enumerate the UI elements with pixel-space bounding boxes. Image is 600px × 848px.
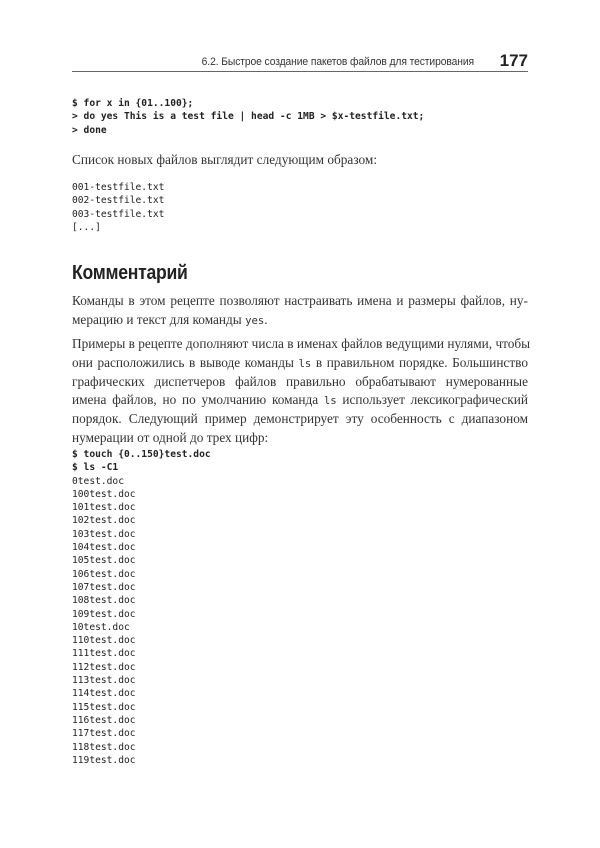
code-output-line: 115test.doc [72,701,136,713]
paragraph-line: порядок. Следующий пример демонстрирует эту особенность с диапазоном [72,411,528,427]
code-output-line: 113test.doc [72,675,136,687]
code-output-line: 100test.doc [72,488,136,500]
header-rule [72,71,528,72]
code-line: $ for x in {01..100}; [72,98,194,109]
code-output-line: 117test.doc [72,728,136,740]
code-line: 003-testfile.txt [72,208,165,220]
code-line: > do yes This is a test file | head -c 1MB > $x-testfile.txt; [72,111,425,123]
running-header [72,50,528,72]
running-title: 6.2. Быстрое создание пакетов файлов для тестирования [201,55,474,68]
code-output-line: 114test.doc [72,688,136,700]
code-block-file-list [72,181,164,234]
code-output-line: 118test.doc [72,741,136,753]
code-output-line: 106test.doc [72,568,136,580]
paragraph-line: Список новых файлов выглядит следующим образом: [72,152,378,167]
code-output-line: 108test.doc [72,595,136,607]
paragraph-line [72,354,528,373]
paragraph-commentary [72,292,528,330]
code-line: > done [72,124,107,136]
paragraph-line: Примеры в рецепте дополняют числа в именах файлов ведущими нулями, чтобы [72,336,531,351]
text-run: . [264,311,268,327]
code-output-line: 107test.doc [72,581,136,593]
paragraph-file-list-intro [72,151,528,170]
code-output-line: 111test.doc [72,648,136,660]
code-output-line: 104test.doc [72,542,136,554]
code-line: 001-testfile.txt [72,182,165,193]
text-run: в правильном порядке. Большинство [311,354,528,370]
code-output-line: 112test.doc [72,661,136,673]
code-output-line: 119test.doc [72,754,136,766]
code-output-line: 102test.doc [72,515,136,527]
code-output-line: 0test.doc [72,475,124,487]
page-number: 177 [499,51,528,70]
code-output-line: 101test.doc [72,502,136,514]
code-output-line: 110test.doc [72,635,136,647]
section-heading: Комментарий [72,262,188,284]
code-command: $ ls -C1 [72,462,119,474]
code-line: 002-testfile.txt [72,195,165,207]
inline-code: yes [245,314,265,327]
code-output-line: 103test.doc [72,528,136,540]
text-run: имена файлов, но по умолчанию команда [72,392,324,408]
code-block-ls-example [72,448,211,767]
paragraph-line [72,311,528,330]
inline-code: ls [298,357,312,370]
paragraph-line [72,391,528,410]
paragraph-line: нумерации от одной до трех цифр: [72,429,269,445]
text-run: использует лексикографический [336,392,528,408]
code-output-line: 105test.doc [72,555,136,567]
paragraph-leading-zeros [72,335,531,448]
paragraph-line: графических диспетчеров файлов правильно обрабатывают нумерованные [72,373,528,389]
paragraph-line: Команды в этом рецепте позволяют настраивать имена и размеры файлов, ну- [72,293,528,308]
text-run: мерацию и текст для команды [72,311,246,327]
text-run: они расположились в выводе команды [72,354,299,370]
code-line: [...] [72,221,101,233]
code-block-loop [72,97,424,137]
code-output-line: 10test.doc [72,621,130,633]
inline-code: ls [323,395,337,408]
code-output-line: 116test.doc [72,714,136,726]
code-output-line: 109test.doc [72,608,136,620]
code-command: $ touch {0..150}test.doc [72,449,211,460]
